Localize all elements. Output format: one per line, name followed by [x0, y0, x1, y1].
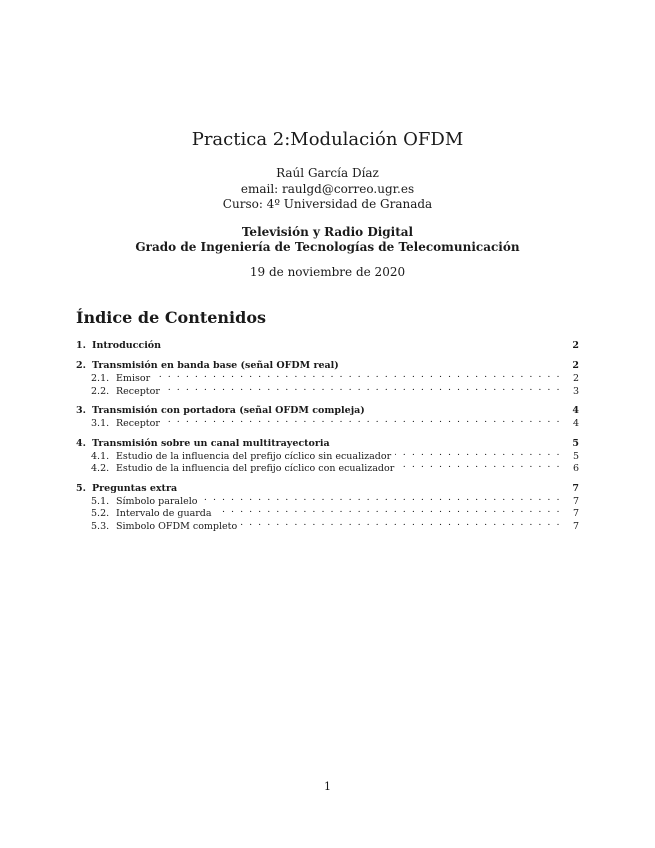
toc-entry-number: 5. [76, 482, 86, 494]
toc-entry-number: 3. [76, 405, 86, 416]
toc-entry-page: 5 [572, 437, 579, 449]
toc-entry-title: Intervalo de guarda [116, 508, 212, 519]
toc-entry-title: Transmisión sobre un canal multitrayectoria [92, 437, 330, 449]
toc-entry-title: Símbolo paralelo [116, 495, 198, 507]
toc-entry-page: 7 [572, 520, 579, 532]
subject-name: Televisión y Radio Digital [241, 225, 414, 239]
toc-entry-title: Emisor [116, 373, 151, 384]
toc-section-entry[interactable] [76, 336, 579, 349]
author-email: email: raulgd@correo.ugr.es [240, 182, 415, 196]
toc-entry-title: Transmisión en banda base (señal OFDM real) [92, 360, 339, 371]
toc-leader-dots [164, 382, 561, 394]
toc-entry-title: Simbolo OFDM completo [116, 520, 238, 532]
toc-section-entry[interactable] [76, 356, 579, 369]
table-of-contents [76, 336, 579, 536]
toc-entry-title: Preguntas extra [92, 482, 178, 494]
toc-entry-number: 2.1. [91, 373, 110, 384]
toc-entry-page: 2 [572, 360, 579, 371]
toc-section-entry[interactable] [76, 434, 579, 447]
document-date: 19 de noviembre de 2020 [249, 265, 406, 279]
toc-section [76, 479, 579, 530]
toc-heading: Índice de Contenidos [76, 308, 266, 327]
toc-entry-page: 6 [572, 463, 579, 474]
toc-entry-title: Receptor [116, 418, 160, 429]
toc-entry-number: 3.1. [91, 418, 110, 429]
toc-section [76, 336, 579, 349]
toc-entry-page: 2 [572, 340, 579, 351]
toc-entry-title: Receptor [116, 385, 160, 397]
toc-leader-dots [154, 369, 561, 381]
toc-entry-number: 1. [76, 340, 86, 351]
toc-entry-number: 4.1. [91, 450, 110, 462]
toc-leader-dots [395, 447, 561, 459]
toc-leader-dots [216, 504, 561, 516]
toc-leader-dots [398, 459, 561, 471]
toc-entry-page: 2 [572, 373, 579, 384]
toc-entry-page: 7 [572, 508, 579, 519]
toc-section [76, 356, 579, 397]
toc-entry-page: 7 [572, 495, 579, 507]
toc-section-entry[interactable] [76, 401, 579, 414]
toc-entry-number: 4. [76, 437, 86, 449]
toc-entry-number: 4.2. [91, 463, 110, 474]
toc-entry-title: Transmisión con portadora (señal OFDM compleja) [92, 405, 365, 416]
document-title: Practica 2:Modulación OFDM [191, 129, 464, 150]
toc-entry-number: 2. [76, 360, 86, 371]
toc-section [76, 401, 579, 427]
author-name: Raúl García Díaz [276, 166, 379, 180]
toc-entry-page: 4 [572, 405, 579, 416]
toc-entry-page: 7 [572, 482, 579, 494]
course-info: Curso: 4º Universidad de Granada [222, 197, 433, 211]
toc-entry-number: 5.2. [91, 508, 110, 519]
toc-leader-dots [241, 517, 561, 529]
toc-entry-title: Estudio de la influencia del prefijo cíclico con ecualizador [116, 463, 395, 474]
page-number: 1 [324, 780, 331, 793]
toc-leader-dots [202, 492, 561, 504]
toc-entry-title: Estudio de la influencia del prefijo cíclico sin ecualizador [116, 450, 392, 462]
toc-entry-page: 3 [572, 385, 579, 397]
toc-entry-number: 2.2. [91, 385, 110, 397]
toc-leader-dots [164, 414, 561, 426]
toc-section [76, 434, 579, 472]
degree-name: Grado de Ingeniería de Tecnologías de Telecomunicación [135, 240, 520, 254]
toc-entry-page: 4 [572, 418, 579, 429]
toc-entry-number: 5.3. [91, 520, 110, 532]
toc-entry-title: Introducción [92, 340, 162, 351]
toc-section-entry[interactable] [76, 479, 579, 492]
toc-entry-page: 5 [572, 450, 579, 462]
toc-entry-number: 5.1. [91, 495, 110, 507]
toc-subsection-entry[interactable] [76, 382, 579, 395]
